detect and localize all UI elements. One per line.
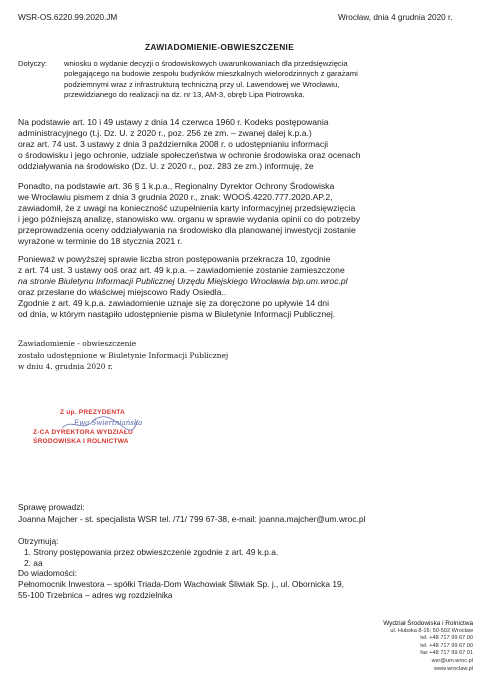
info-recipient-line: 55-100 Trzebnica – adres wg rozdzielnika (18, 590, 173, 600)
paragraph-line: od dnia, w którym nastąpiło udostępnienie pisma w Biuletynie Informacji Publicznej. (18, 309, 336, 319)
for-information-list (18, 579, 344, 601)
subject-line: przewidzianego do realizacji na dz. nr 13, AM-3, obręb Lipa Piotrowska. (64, 90, 305, 100)
paragraph-line: zawiadomił, że z uwagi na konieczność uzupełnienia karty informacyjnej przedsięwzięcia (18, 203, 356, 213)
paragraph-line: przeprowadzenia oceny oddziaływania na środowisko dla planowanej inwestycji zostanie (18, 225, 356, 235)
legal-basis-paragraph (18, 117, 361, 172)
subject-label: Dotyczy: (18, 59, 48, 68)
recipients-list (24, 547, 278, 568)
subject-text (64, 59, 358, 101)
footer-address: ul. Hubska 8-16; 50-502 Wrocław (390, 627, 473, 634)
stamp-line-authority: Z up. PREZYDENTA (60, 409, 125, 416)
paragraph-line: na stronie Biuletynu Informacji Publicznej Urzędu Miejskiego Wrocławia bip.um.wroc.pl (18, 276, 348, 286)
department-footer (293, 620, 473, 673)
paragraph-line: oraz przesłane do właściwej miejscowo Rady Osiedla.. (18, 287, 227, 297)
subject-line: podziemnymi wraz z infrastrukturą techniczną przy ul. Lawendowej we Wrocławiu, (64, 79, 340, 89)
signature: Ewa Świertniańska (74, 419, 143, 427)
paragraph-line: Zgodnie z art. 49 k.p.a. zawiadomienie uznaje się za doręczone po upływie 14 dni (18, 298, 329, 308)
for-information-label: Do wiadomości: (18, 568, 78, 578)
paragraph-line: i jego późniejszą analizę, stanowisko ww. organu w sprawie wydania opinii co do potrzeby (18, 214, 361, 224)
footer-website: www.wroclaw.pl (433, 665, 473, 672)
rdos-paragraph (18, 181, 360, 247)
footer-fax: fax +48 717 99 67 01 (420, 650, 473, 657)
footer-phone: tel. +48 717 99 67 00 (420, 642, 473, 649)
paragraph-line: oddziaływania na środowisko (Dz. U. z 2020 r., poz. 283 ze zm.) informuję, że (18, 161, 314, 171)
publication-note (18, 338, 228, 373)
paragraph-line: Ponadto, na podstawie art. 36 § 1 k.p.a., Regionalny Dyrektor Ochrony Środowiska (18, 181, 335, 191)
document-title: ZAWIADOMIENIE-OBWIESZCZENIE (145, 42, 295, 52)
paragraph-line: administracyjnego (t.j. Dz. U. z 2020 r., poz. 256 ze zm. – zwanej dalej k.p.a.) (18, 128, 312, 138)
info-recipient-line: Pełnomocnik Inwestora – spółki Triada-Dom Wachowiak Śliwiak Sp. j., ul. Obornicka 19, (18, 579, 344, 589)
paragraph-line: z art. 74 ust. 3 ustawy ooś oraz art. 49 k.p.a. – zawiadomienie zostanie zamieszczone (18, 265, 345, 275)
paragraph-line: wyrażone w terminie do 18 stycznia 2021 r. (18, 236, 183, 246)
paragraph-line: Ponieważ w powyższej sprawie liczba stron postępowania przekracza 10, zgodnie (18, 254, 331, 264)
document-reference: WSR-OS.6220.99.2020.JM (18, 13, 118, 22)
subject-line: wniosku o wydanie decyzji o środowiskowych uwarunkowaniach dla przedsięwzięcia (64, 59, 348, 68)
paragraph-line: Na podstawie art. 10 i 49 ustawy z dnia 14 czerwca 1960 r. Kodeks postępowania (18, 117, 329, 127)
recipient-item: 2. aa (24, 557, 43, 568)
subject-line: polegającego na budowie zespołu budynków mieszkalnych wielorodzinnych z garażami (64, 69, 358, 79)
case-handler-details: Joanna Majcher - st. specjalista WSR tel. /71/ 799 67-38, e-mail: joanna.majcher@um.wroc.pl (18, 514, 366, 524)
notification-paragraph (18, 254, 348, 320)
recipients-label: Otrzymują: (18, 536, 59, 546)
stamp-line-department: ŚRODOWISKA I ROLNICTWA (33, 438, 129, 445)
paragraph-line: we Wrocławiu pismem z dnia 3 grudnia 2020 r., znak: WOOŚ.4220.777.2020.AP.2, (18, 192, 333, 202)
recipient-item: 1. Strony postępowania przez obwieszczenie zgodnie z art. 49 k.p.a. (24, 547, 279, 557)
footer-phone: tel. +48 717 99 67 00 (420, 635, 473, 642)
paragraph-line: oraz art. 74 ust. 3 ustawy z dnia 3 października 2008 r. o udostępnianiu informacji (18, 139, 329, 149)
publication-line: zostało udostępnione w Biuletynie Informacji Publicznej (18, 350, 229, 360)
signature-stroke-icon (60, 414, 143, 436)
paragraph-line: o środowisku i jego ochronie, udziale społeczeństwa w ochronie środowiska oraz ocenach (18, 150, 361, 160)
publication-line: Zawiadomienie - obwieszczenie (18, 339, 137, 348)
case-handler-label: Sprawę prowadzi: (18, 502, 85, 512)
footer-email: wsr@um.wroc.pl (431, 657, 473, 664)
stamp-line-position: Z-CA DYREKTORA WYDZIAŁU (33, 429, 133, 436)
place-and-date: Wrocław, dnia 4 grudnia 2020 r. (338, 13, 453, 22)
footer-department: Wydział Środowiska i Rolnictwa (383, 620, 473, 627)
publication-line: w dniu 4. grudnia 2020 r. (18, 362, 113, 371)
